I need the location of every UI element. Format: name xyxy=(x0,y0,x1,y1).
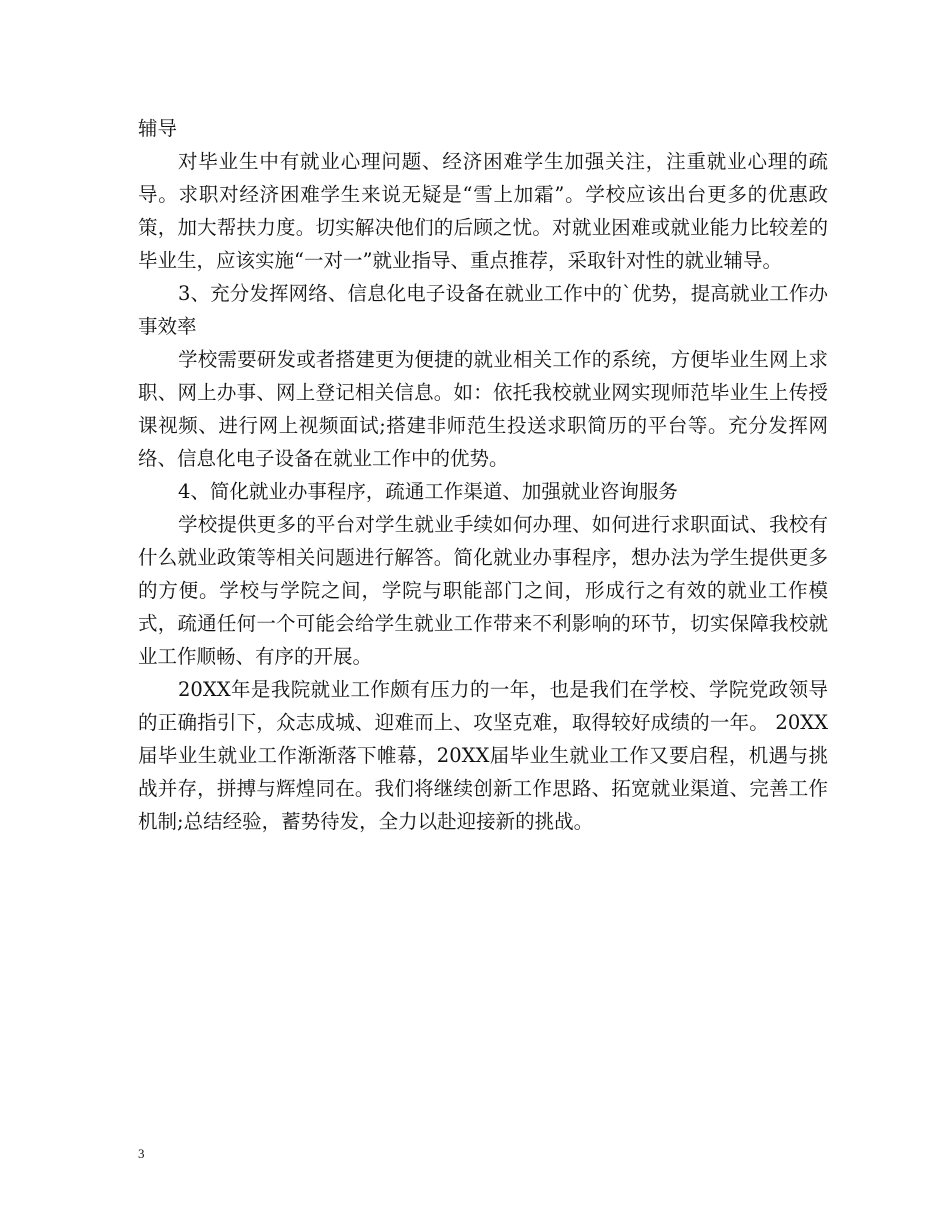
section-heading-procedure: 4、简化就业办事程序，疏通工作渠道、加强就业咨询服务 xyxy=(178,480,678,503)
paragraph-consulting-service: 学校提供更多的平台对学生就业手续如何办理、如何进行求职面试、我校有什么就业政策等相关问题进行解答。简化就业办事程序，想办法为学生提供更多的方便。学校与学院之间，学院与职能部门之间，形成行之有效的就业工作模式，疏通任何一个可能会给学生就业工作带来不利影响的环节，切实保障我校就业工作顺畅、有序的开展。 xyxy=(138,513,828,668)
document-body xyxy=(138,112,828,838)
section-heading-network: 3、充分发挥网络、信息化电子设备在就业工作中的`优势，提高就业工作办事效率 xyxy=(138,282,828,338)
paragraph-heading-fragment: 辅导 xyxy=(138,117,178,140)
page-number: 3 xyxy=(138,1146,145,1161)
paragraph-conclusion: 20XX年是我院就业工作颇有压力的一年，也是我们在学校、学院党政领导的正确指引下，众志成城、迎难而上、攻坚克难，取得较好成绩的一年。 20XX届毕业生就业工作渐渐落下帷幕，20XX届毕业生就业工作又要启程，机遇与挑战并存，拼搏与辉煌同在。我们将继续创新工作思路、拓宽就业渠道、完善工作机制;总结经验，蓄势待发，全力以赴迎接新的挑战。 xyxy=(138,678,828,833)
paragraph-network-system: 学校需要研发或者搭建更为便捷的就业相关工作的系统，方便毕业生网上求职、网上办事、网上登记相关信息。如：依托我校就业网实现师范毕业生上传授课视频、进行网上视频面试;搭建非师范生投送求职简历的平台等。充分发挥网络、信息化电子设备在就业工作中的优势。 xyxy=(138,348,828,470)
paragraph-counseling: 对毕业生中有就业心理问题、经济困难学生加强关注，注重就业心理的疏导。求职对经济困难学生来说无疑是“雪上加霜”。学校应该出台更多的优惠政策，加大帮扶力度。切实解决他们的后顾之忧。对就业困难或就业能力比较差的毕业生，应该实施“一对一”就业指导、重点推荐，采取针对性的就业辅导。 xyxy=(138,150,828,272)
